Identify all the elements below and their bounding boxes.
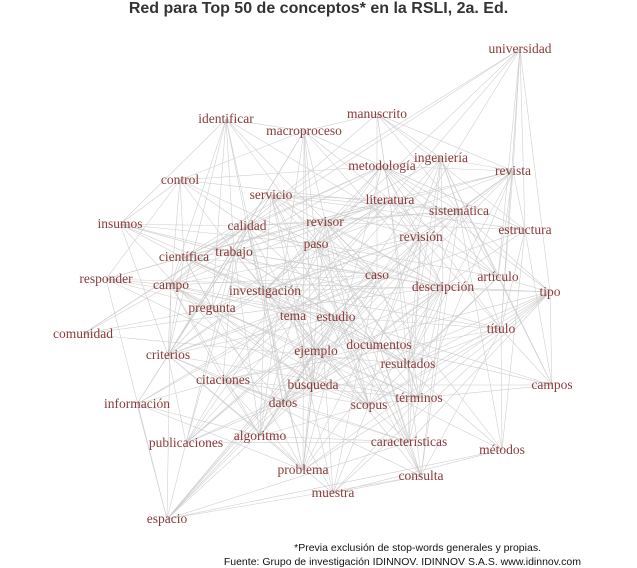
node-investigación: investigación [229, 283, 301, 298]
node-criterios: criterios [145, 347, 191, 362]
node-artículo: artículo [477, 269, 519, 284]
node-métodos: métodos [479, 442, 525, 457]
node-ingeniería: ingeniería [414, 150, 468, 165]
edge-89 [171, 180, 180, 285]
node-comunidad: comunidad [53, 326, 113, 341]
node-revisión: revisión [399, 229, 443, 244]
node-tipo: tipo [539, 284, 561, 299]
node-algoritmo: algoritmo [233, 428, 287, 443]
node-documentos: documentos [346, 337, 412, 352]
node-metodología: metodología [348, 158, 416, 173]
edge-248 [260, 291, 265, 436]
node-resultados: resultados [380, 356, 436, 371]
node-scopus: scopus [350, 397, 388, 412]
edge-2 [520, 49, 525, 230]
footnote: *Previa exclusión de stop-words generales y propias. [294, 542, 541, 554]
node-espacio: espacio [146, 511, 188, 526]
node-científica: científica [158, 249, 210, 264]
edge-262 [550, 292, 552, 385]
edge-334 [186, 380, 223, 443]
node-identificar: identificar [198, 111, 254, 126]
node-manuscrito: manuscrito [347, 106, 407, 121]
edge-85 [180, 180, 234, 252]
node-insumos: insumos [97, 216, 143, 231]
node-términos: términos [395, 390, 443, 405]
node-descripción: descripción [411, 279, 475, 294]
node-sistemática: sistemática [429, 203, 489, 218]
source-note: Fuente: Grupo de investigación IDINNOV. IDINNOV S.A.S. www.idinnov.com [223, 556, 581, 568]
node-paso: paso [303, 236, 329, 251]
edge-261 [408, 292, 550, 364]
node-trabajo: trabajo [215, 244, 253, 259]
chart-title: Red para Top 50 de conceptos* en la RSLI, 2a. Ed. [128, 0, 509, 17]
node-pregunta: pregunta [188, 300, 236, 315]
node-literatura: literatura [365, 192, 415, 207]
node-características: características [370, 434, 448, 449]
node-revista: revista [495, 163, 531, 178]
node-información: información [104, 396, 170, 411]
node-estructura: estructura [498, 222, 552, 237]
node-campos: campos [531, 377, 573, 392]
node-control: control [160, 172, 200, 187]
edge-47 [184, 166, 382, 257]
edge-165 [525, 230, 552, 385]
edge-300 [501, 329, 502, 450]
node-caso: caso [365, 267, 389, 282]
edge-322 [260, 351, 316, 436]
edge-365 [167, 476, 421, 519]
edge-342 [303, 385, 313, 470]
node-estudio: estudio [316, 309, 356, 324]
edge-314 [369, 345, 379, 405]
node-campo: campo [153, 277, 189, 292]
node-calidad: calidad [227, 218, 267, 233]
node-muestra: muestra [311, 485, 355, 500]
node-citaciones: citaciones [196, 372, 250, 387]
edge-346 [137, 404, 167, 519]
node-publicaciones: publicaciones [148, 435, 224, 450]
node-servicio: servicio [249, 187, 293, 202]
edge-281 [260, 316, 293, 436]
node-consulta: consulta [398, 468, 444, 483]
node-datos: datos [268, 395, 298, 410]
node-título: título [486, 321, 516, 336]
node-búsqueda: búsqueda [287, 377, 339, 392]
node-revisor: revisor [306, 214, 344, 229]
edge-86 [180, 180, 184, 257]
node-tema: tema [279, 308, 307, 323]
node-problema: problema [277, 462, 329, 477]
node-universidad: universidad [488, 41, 552, 56]
edge-176 [223, 252, 234, 380]
node-macroproceso: macroproceso [266, 123, 342, 138]
node-ejemplo: ejemplo [294, 343, 338, 358]
node-responder: responder [79, 271, 133, 286]
